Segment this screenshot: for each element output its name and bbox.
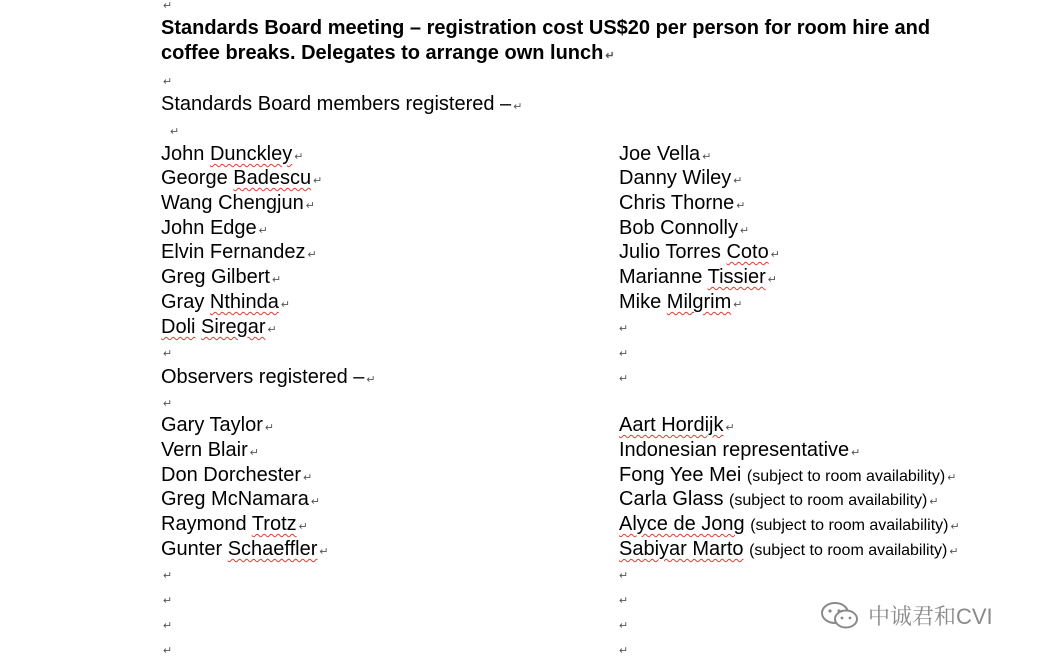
paragraph-mark (619, 348, 628, 360)
observer-row: Aart Hordijk ↵ (619, 414, 735, 436)
member-row: Bob Connolly ↵ (619, 217, 750, 239)
observer-row: Indonesian representative ↵ (619, 439, 861, 461)
paragraph-mark (163, 0, 172, 12)
paragraph-mark (619, 595, 628, 607)
member-row: Greg Gilbert ↵ (161, 266, 282, 288)
member-row: Gray Nthinda ↵ (161, 291, 291, 313)
member-row: Wang Chengjun ↵ (161, 192, 315, 214)
observer-row: Greg McNamara ↵ (161, 488, 321, 510)
member-row: Mike Milgrim ↵ (619, 291, 743, 313)
member-row: George Badescu ↵ (161, 167, 323, 189)
paragraph-mark (163, 595, 172, 607)
member-row: Elvin Fernandez ↵ (161, 241, 317, 263)
paragraph-mark (163, 645, 172, 657)
meeting-heading (161, 16, 1021, 69)
availability-note: (subject to room availability) (729, 492, 928, 509)
member-row: Joe Vella ↵ (619, 143, 712, 165)
availability-note: (subject to room availability) (749, 542, 948, 559)
observer-row: Gunter Schaeffler ↵ (161, 538, 329, 560)
observer-row: Vern Blair ↵ (161, 439, 259, 461)
heading-line-1: Standards Board meeting – registration cost US$20 per person for room hire and (161, 17, 931, 39)
paragraph-mark (163, 570, 172, 582)
member-row: Danny Wiley ↵ (619, 167, 743, 189)
paragraph-mark (619, 620, 628, 632)
observer-row: Sabiyar Marto (subject to room availability) ↵ (619, 538, 959, 560)
watermark (820, 600, 993, 631)
member-row: John Dunckley ↵ (161, 143, 304, 165)
availability-note: (subject to room availability) (750, 517, 949, 534)
paragraph-mark (163, 348, 172, 360)
paragraph-mark (619, 645, 628, 657)
observer-row: Gary Taylor ↵ (161, 414, 275, 436)
paragraph-mark (619, 323, 628, 335)
observer-row: Alyce de Jong (subject to room availability) ↵ (619, 513, 960, 535)
observer-row: Don Dorchester ↵ (161, 464, 313, 486)
members-section-title: Standards Board members registered – ↵ (161, 93, 523, 115)
paragraph-mark (163, 398, 172, 410)
member-row: Chris Thorne ↵ (619, 192, 746, 214)
paragraph-mark (170, 126, 179, 138)
availability-note: (subject to room availability) (746, 468, 946, 485)
paragraph-mark: ↵ (605, 50, 615, 62)
member-row: Marianne Tissier ↵ (619, 266, 777, 288)
paragraph-mark (163, 620, 172, 632)
wechat-icon (820, 601, 860, 631)
member-row: John Edge ↵ (161, 217, 268, 239)
observer-row: Carla Glass (subject to room availability) ↵ (619, 488, 939, 510)
observers-section-title: Observers registered – ↵ (161, 366, 376, 388)
paragraph-mark (163, 76, 172, 88)
observer-row: Fong Yee Mei (subject to room availability) ↵ (619, 464, 957, 486)
member-row: Doli Siregar ↵ (161, 316, 277, 338)
watermark-text: 中诚君和CVI (868, 604, 993, 629)
observer-row: Raymond Trotz ↵ (161, 513, 308, 535)
paragraph-mark (619, 373, 628, 385)
member-row: Julio Torres Coto ↵ (619, 241, 780, 263)
paragraph-mark (619, 570, 628, 582)
heading-line-2: coffee breaks. Delegates to arrange own lunch (161, 42, 604, 64)
